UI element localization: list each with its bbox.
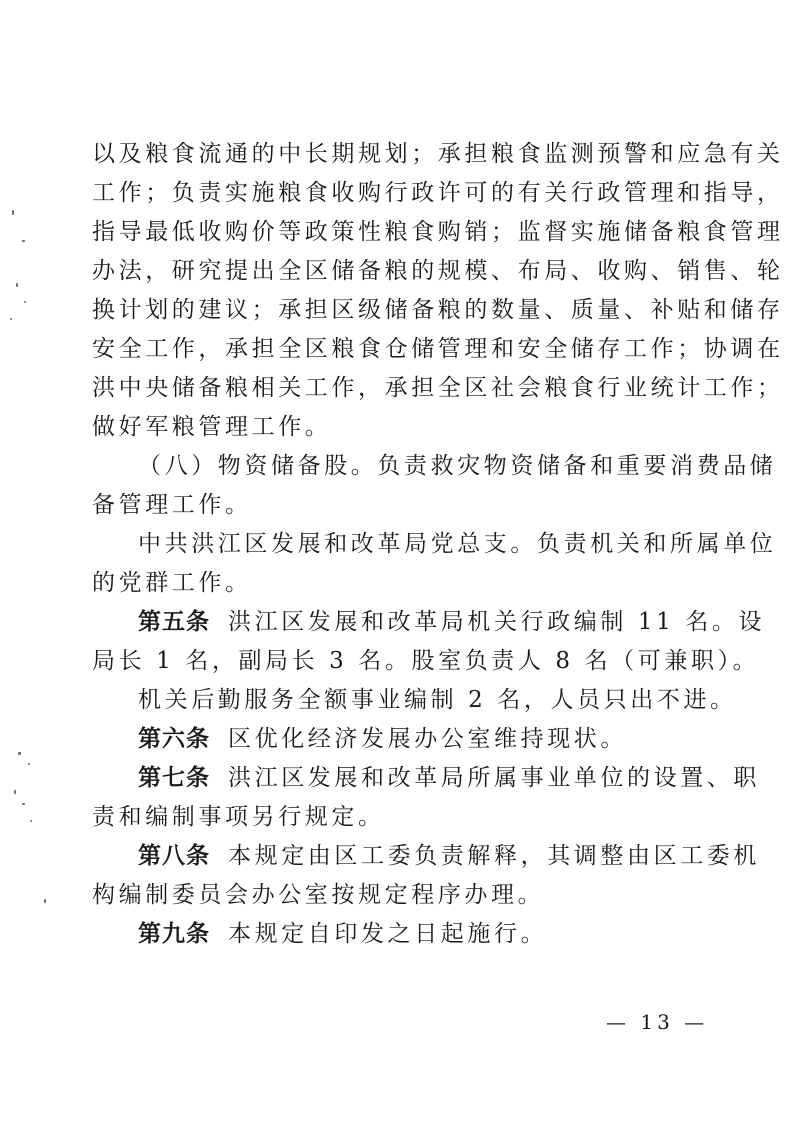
section-8-line: 备管理工作。 [92, 492, 252, 518]
body-line: 指导最低收购价等政策性粮食购销；监督实施储备粮食管理 [92, 219, 784, 245]
article-6-heading: 第六条 [138, 726, 210, 752]
article-7 [138, 763, 760, 793]
article-9-heading: 第九条 [138, 921, 210, 947]
article-8-continuation: 构编制委员会办公室按规定程序办理。 [92, 882, 545, 908]
article-7-heading: 第七条 [138, 765, 210, 791]
article-5-heading: 第五条 [138, 609, 210, 635]
body-line: 做好军粮管理工作。 [92, 414, 332, 440]
article-5-continuation: 局长 1 名，副局长 3 名。股室负责人 8 名（可兼职）。 [92, 648, 760, 674]
article-7-text: 洪江区发展和改革局所属事业单位的设置、职 [228, 765, 760, 791]
article-5-text: 洪江区发展和改革局机关行政编制 11 名。设 [228, 609, 766, 635]
article-8-text: 本规定由区工委负责解释，其调整由区工委机 [228, 843, 760, 869]
section-8-line: （八）物资储备股。负责救灾物资储备和重要消费品储 [138, 453, 777, 479]
party-branch-line: 中共洪江区发展和改革局党总支。负责机关和所属单位 [138, 531, 777, 557]
article-6-text: 区优化经济发展办公室维持现状。 [228, 726, 627, 752]
article-9-text: 本规定自印发之日起施行。 [228, 921, 548, 947]
body-line: 换计划的建议；承担区级储备粮的数量、质量、补贴和储存 [92, 297, 784, 323]
body-line: 安全工作，承担全区粮食仓储管理和安全储存工作；协调在 [92, 336, 784, 362]
body-line: 工作；负责实施粮食收购行政许可的有关行政管理和指导， [92, 180, 784, 206]
body-line: 以及粮食流通的中长期规划；承担粮食监测预警和应急有关 [92, 141, 784, 167]
logistics-line: 机关后勤服务全额事业编制 2 名，人员只出不进。 [138, 687, 737, 713]
article-7-continuation: 责和编制事项另行规定。 [92, 804, 385, 830]
article-8-heading: 第八条 [138, 843, 210, 869]
page-number: — 13 — [606, 1010, 709, 1034]
party-branch-line: 的党群工作。 [92, 570, 252, 596]
article-8 [138, 841, 760, 871]
article-9 [138, 919, 712, 949]
article-5 [138, 607, 766, 637]
body-line: 洪中央储备粮相关工作，承担全区社会粮食行业统计工作； [92, 375, 784, 401]
body-line: 办法，研究提出全区储备粮的规模、布局、收购、销售、轮 [92, 258, 784, 284]
article-6 [138, 724, 712, 754]
